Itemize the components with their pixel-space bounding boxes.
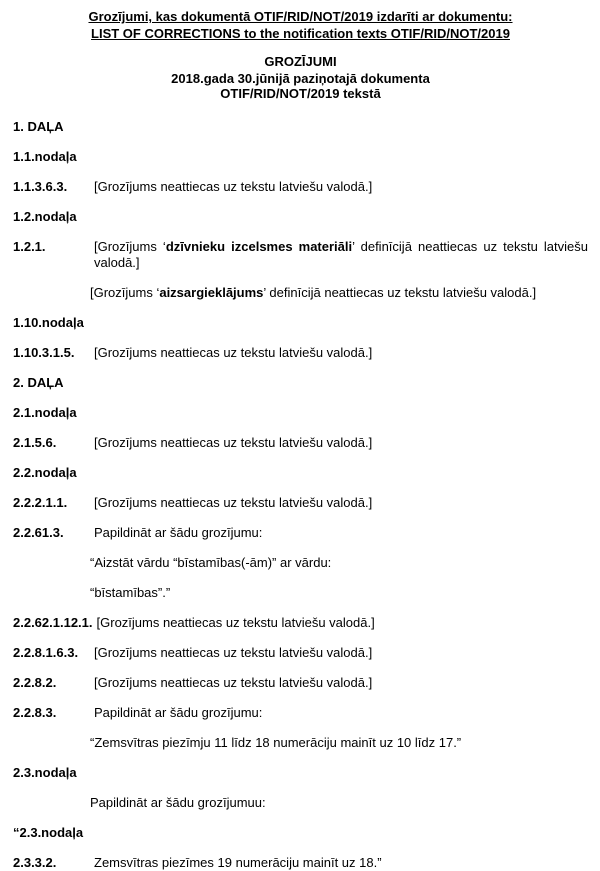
indented-paragraph xyxy=(90,585,588,601)
entry-text xyxy=(97,615,588,631)
text-segment: “Aizstāt vārdu “bīstamības(-ām)” ar vārdu: xyxy=(90,555,332,570)
emphasized-term: dzīvnieku izcelsmes materiāli xyxy=(165,239,353,254)
text-segment: [Grozījums neattiecas uz tekstu latviešu valodā.] xyxy=(96,615,375,630)
section-heading: “2.3.nodaļa xyxy=(13,825,84,840)
section-heading: 1.10.nodaļa xyxy=(13,315,84,330)
subtitle-heading: GROZĪJUMI xyxy=(264,54,337,69)
emphasized-term: aizsargieklājums xyxy=(159,285,264,300)
subtitle-line-ref: OTIF/RID/NOT/2019 tekstā xyxy=(220,86,381,101)
entry-number: 1.10.3.1.5. xyxy=(13,345,75,360)
text-segment: [Grozījums ‘ xyxy=(94,239,166,254)
entry-text xyxy=(94,435,588,451)
entry-number: 2.2.2.1.1. xyxy=(13,495,68,510)
section-heading: 1.1.nodaļa xyxy=(13,149,77,164)
text-segment: Papildināt ar šādu grozījumu: xyxy=(94,705,263,720)
indented-paragraph xyxy=(90,555,588,571)
text-segment: [Grozījums ‘ xyxy=(90,285,160,300)
indented-paragraph xyxy=(90,795,588,811)
text-segment: [Grozījums neattiecas uz tekstu latviešu valodā.] xyxy=(94,345,373,360)
entry-text xyxy=(94,179,588,195)
entry-text xyxy=(94,495,588,511)
amendment-entry xyxy=(13,675,588,691)
indented-paragraph xyxy=(90,285,588,301)
amendment-entry xyxy=(13,615,588,631)
text-segment: [Grozījums neattiecas uz tekstu latviešu valodā.] xyxy=(94,645,373,660)
text-segment: ’ definīcijā neattiecas uz tekstu latviešu valodā.] xyxy=(94,239,588,270)
entry-text xyxy=(94,855,588,871)
entry-number: 2.2.62.1.12.1. xyxy=(13,615,93,630)
amendment-entry xyxy=(13,525,588,541)
entry-number: 2.2.61.3. xyxy=(13,525,64,540)
entry-text xyxy=(94,239,588,271)
entry-number: 2.1.5.6. xyxy=(13,435,57,450)
amendment-entry xyxy=(13,495,588,511)
section-heading: 2.2.nodaļa xyxy=(13,465,77,480)
document-title-line-en xyxy=(13,25,588,42)
text-segment: Zemsvītras piezīmes 19 numerāciju mainīt uz 18.” xyxy=(94,855,382,870)
document-title-text-en: LIST OF CORRECTIONS to the notification texts OTIF/RID/NOT/2019 xyxy=(91,26,510,41)
entry-number: 1.2.1. xyxy=(13,239,46,254)
indented-paragraph xyxy=(90,735,588,751)
entry-text xyxy=(94,525,588,541)
section-heading: 1.2.nodaļa xyxy=(13,209,77,224)
subtitle-block xyxy=(13,71,588,101)
text-segment: “Zemsvītras piezīmju 11 līdz 18 numerāciju mainīt uz 10 līdz 17.” xyxy=(90,735,462,750)
text-segment: [Grozījums neattiecas uz tekstu latviešu valodā.] xyxy=(94,435,373,450)
amendment-entry xyxy=(13,239,588,271)
entry-text xyxy=(94,345,588,361)
entry-text xyxy=(94,675,588,691)
amendment-entry xyxy=(13,645,588,661)
document-title-line-lv xyxy=(13,8,588,25)
entry-number: 2.3.3.2. xyxy=(13,855,57,870)
amendment-entry xyxy=(13,705,588,721)
amendment-entry xyxy=(13,855,588,871)
section-heading: 2.1.nodaļa xyxy=(13,405,77,420)
subtitle-line-date: 2018.gada 30.jūnijā paziņotajā dokumenta xyxy=(171,71,430,86)
document-title-text-lv: Grozījumi, kas dokumentā OTIF/RID/NOT/2019 izdarīti ar dokumentu: xyxy=(88,9,513,24)
document-title xyxy=(13,8,588,42)
section-heading: 2. DAĻA xyxy=(13,375,64,390)
entry-text xyxy=(94,705,588,721)
entry-number: 2.2.8.1.6.3. xyxy=(13,645,79,660)
entry-text xyxy=(94,645,588,661)
entry-number: 1.1.3.6.3. xyxy=(13,179,68,194)
text-segment: ’ definīcijā neattiecas uz tekstu latviešu valodā.] xyxy=(263,285,537,300)
text-segment: [Grozījums neattiecas uz tekstu latviešu valodā.] xyxy=(94,495,373,510)
text-segment: Papildināt ar šādu grozījumuu: xyxy=(90,795,266,810)
entry-number: 2.2.8.3. xyxy=(13,705,57,720)
amendment-entry xyxy=(13,179,588,195)
amendment-entry xyxy=(13,435,588,451)
section-heading: 2.3.nodaļa xyxy=(13,765,77,780)
section-heading: 1. DAĻA xyxy=(13,119,64,134)
text-segment: Papildināt ar šādu grozījumu: xyxy=(94,525,263,540)
text-segment: [Grozījums neattiecas uz tekstu latviešu valodā.] xyxy=(94,179,373,194)
amendment-entry xyxy=(13,345,588,361)
text-segment: [Grozījums neattiecas uz tekstu latviešu valodā.] xyxy=(94,675,373,690)
entry-number: 2.2.8.2. xyxy=(13,675,57,690)
document-body xyxy=(13,119,588,871)
text-segment: “bīstamības”.” xyxy=(90,585,171,600)
